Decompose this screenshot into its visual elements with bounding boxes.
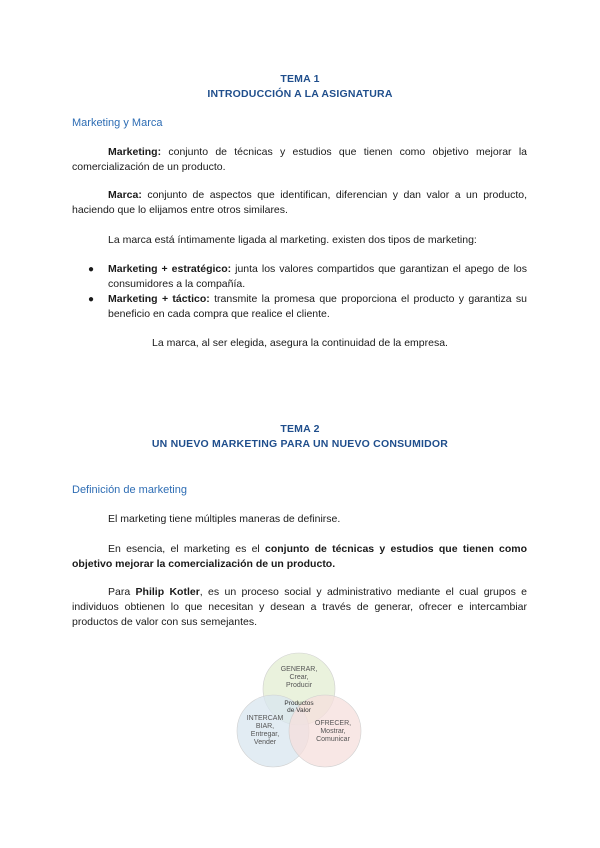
ofrecer-label-line2: Mostrar, <box>320 728 346 735</box>
intercambiar-label-line2: BIAR, <box>255 723 275 730</box>
ofrecer-label: OFRECER, <box>314 720 352 727</box>
generar-label-line3: Producir <box>285 682 313 689</box>
tema2-number: TEMA 2 <box>280 423 320 435</box>
generar-label: GENERAR, <box>280 666 318 673</box>
center-label-line2: de Valor <box>287 707 311 714</box>
tema1-number: TEMA 1 <box>280 73 320 85</box>
essence-definition-lead: En esencia, el marketing es el <box>108 543 266 555</box>
marca-definition-text: conjunto de aspectos que identifican, diferencian y dan valor a un producto, haciendo que lo elijamos entre otros similares. <box>72 189 527 216</box>
marca-term: Marca: <box>108 189 142 201</box>
generar-label-line2: Crear, <box>289 674 309 681</box>
marketing-definition-text: conjunto de técnicas y estudios que tienen como objetivo mejorar la comercialización de un producto. <box>72 146 527 173</box>
tema2-title: UN NUEVO MARKETING PARA UN NUEVO CONSUMIDOR <box>151 438 449 450</box>
marketing-definition <box>72 145 527 175</box>
tema1-title: INTRODUCCIÓN A LA ASIGNATURA <box>207 88 393 100</box>
kotler-definition-lead: Para <box>108 586 136 598</box>
intercambiar-label-line3: Entregar, <box>250 731 280 738</box>
tema1-section-heading: Marketing y Marca <box>72 117 163 129</box>
marca-definition <box>72 188 527 218</box>
definitions-intro: El marketing tiene múltiples maneras de definirse. <box>108 513 341 525</box>
intercambiar-label-line4: Vender <box>253 739 277 746</box>
list-item-term: Marketing + táctico: <box>108 293 210 305</box>
list-item-text: transmite la promesa que proporciona el producto y garantiza su beneficio en cada compra que realice el cliente. <box>108 293 527 320</box>
kotler-name: Philip Kotler <box>135 586 200 598</box>
list-item-term: Marketing + estratégico: <box>108 263 232 275</box>
bullet-icon: ● <box>88 264 95 275</box>
list-item <box>72 292 527 322</box>
value-exchange-venn-diagram <box>225 645 375 770</box>
marketing-types-list <box>72 262 527 322</box>
list-item <box>72 262 527 292</box>
kotler-definition <box>72 585 527 630</box>
tema1-closing: La marca, al ser elegida, asegura la continuidad de la empresa. <box>152 337 448 349</box>
ofrecer-label-line3: Comunicar <box>316 736 350 743</box>
marketing-types-intro: La marca está íntimamente ligada al marketing. existen dos tipos de marketing: <box>108 234 477 246</box>
intercambiar-label: INTERCAM <box>246 715 284 722</box>
tema2-section-heading: Definición de marketing <box>72 484 187 496</box>
list-item-text: junta los valores compartidos que garantizan el apego de los consumidores a la compañía. <box>108 263 528 290</box>
center-label: Productos <box>284 700 314 707</box>
bullet-icon: ● <box>88 294 95 305</box>
essence-definition-bold: conjunto de técnicas y estudios que tienen como objetivo mejorar la comercialización de un producto. <box>72 543 527 570</box>
essence-definition <box>72 542 527 572</box>
marketing-term: Marketing: <box>108 146 162 158</box>
kotler-definition-text: , es un proceso social y administrativo mediante el cual grupos e individuos obtienen lo que necesitan y desean a través de generar, ofrecer e intercambiar productos de valor con sus semejantes. <box>72 586 527 628</box>
